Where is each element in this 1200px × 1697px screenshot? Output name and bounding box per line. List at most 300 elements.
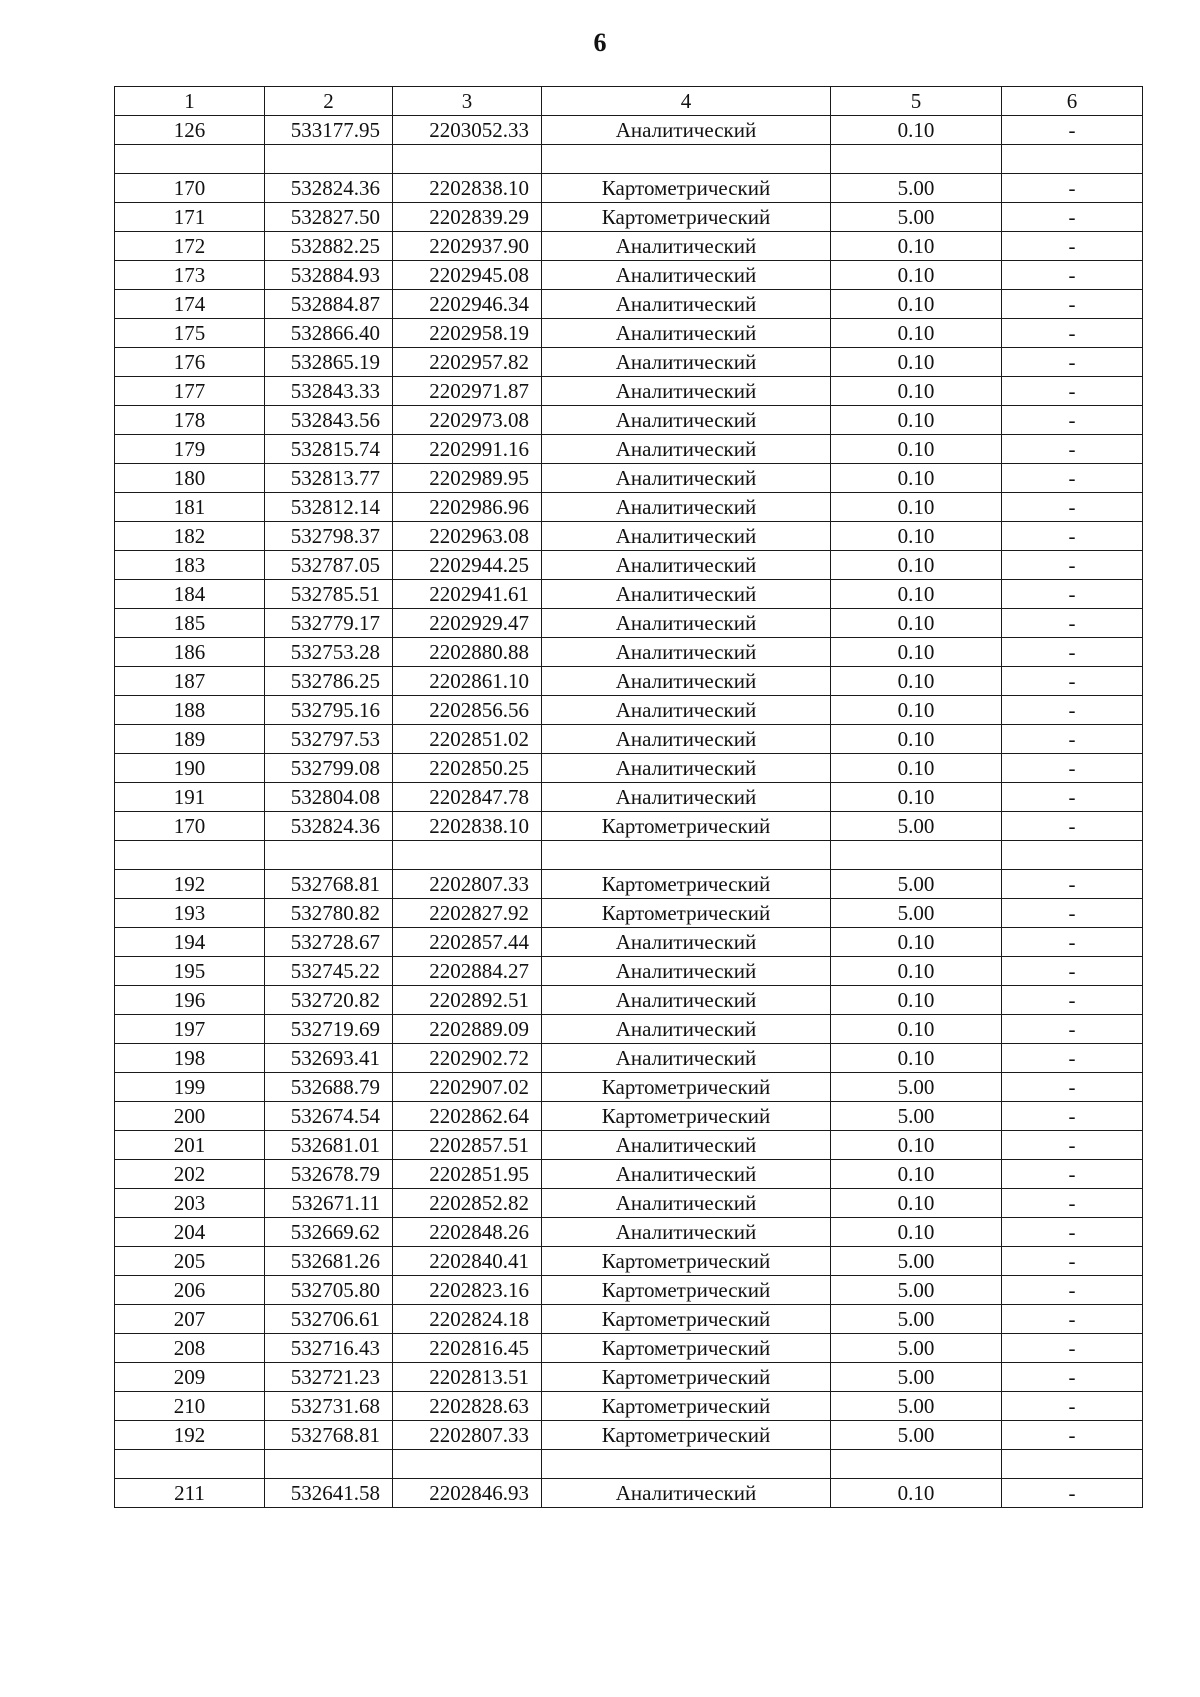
cell-description: - — [1002, 261, 1143, 290]
table-row — [115, 174, 1143, 203]
cell-coord-x: 532798.37 — [265, 522, 393, 551]
cell-accuracy: 5.00 — [831, 812, 1002, 841]
cell-point-number: 204 — [115, 1218, 265, 1247]
cell-method: Картометрический — [542, 1276, 831, 1305]
cell-coord-y — [393, 145, 542, 174]
cell-method: Картометрический — [542, 1247, 831, 1276]
cell-coord-y: 2202857.51 — [393, 1131, 542, 1160]
cell-method: Аналитический — [542, 1131, 831, 1160]
cell-point-number — [115, 841, 265, 870]
table-row — [115, 1160, 1143, 1189]
cell-point-number: 126 — [115, 116, 265, 145]
cell-point-number: 189 — [115, 725, 265, 754]
cell-accuracy: 5.00 — [831, 899, 1002, 928]
cell-point-number: 205 — [115, 1247, 265, 1276]
cell-coord-x: 532678.79 — [265, 1160, 393, 1189]
cell-method: Аналитический — [542, 754, 831, 783]
cell-point-number: 200 — [115, 1102, 265, 1131]
cell-accuracy: 0.10 — [831, 319, 1002, 348]
cell-description: - — [1002, 435, 1143, 464]
cell-coord-y: 2202823.16 — [393, 1276, 542, 1305]
table-row — [115, 1189, 1143, 1218]
cell-coord-x: 532884.93 — [265, 261, 393, 290]
cell-accuracy: 0.10 — [831, 986, 1002, 1015]
cell-accuracy: 5.00 — [831, 174, 1002, 203]
cell-accuracy: 0.10 — [831, 1218, 1002, 1247]
cell-method — [542, 145, 831, 174]
cell-coord-y: 2202929.47 — [393, 609, 542, 638]
cell-coord-y: 2202827.92 — [393, 899, 542, 928]
cell-method: Аналитический — [542, 551, 831, 580]
cell-description: - — [1002, 1044, 1143, 1073]
cell-description: - — [1002, 957, 1143, 986]
cell-coord-y: 2202857.44 — [393, 928, 542, 957]
cell-coord-x: 532768.81 — [265, 870, 393, 899]
cell-coord-y: 2202902.72 — [393, 1044, 542, 1073]
cell-coord-x: 532641.58 — [265, 1479, 393, 1508]
cell-description — [1002, 841, 1143, 870]
cell-coord-x: 532688.79 — [265, 1073, 393, 1102]
cell-coord-x: 532795.16 — [265, 696, 393, 725]
cell-method: Аналитический — [542, 696, 831, 725]
cell-accuracy: 5.00 — [831, 870, 1002, 899]
cell-accuracy: 5.00 — [831, 1247, 1002, 1276]
cell-description: - — [1002, 1392, 1143, 1421]
cell-method: Картометрический — [542, 1392, 831, 1421]
cell-accuracy: 0.10 — [831, 638, 1002, 667]
cell-coord-y: 2202963.08 — [393, 522, 542, 551]
cell-point-number — [115, 1450, 265, 1479]
cell-coord-y: 2202839.29 — [393, 203, 542, 232]
cell-description: - — [1002, 406, 1143, 435]
cell-point-number: 179 — [115, 435, 265, 464]
cell-point-number: 203 — [115, 1189, 265, 1218]
cell-coord-y: 2202816.45 — [393, 1334, 542, 1363]
cell-coord-y: 2202856.56 — [393, 696, 542, 725]
table-row — [115, 406, 1143, 435]
cell-method: Картометрический — [542, 1421, 831, 1450]
cell-method: Аналитический — [542, 1479, 831, 1508]
cell-point-number: 194 — [115, 928, 265, 957]
cell-method: Аналитический — [542, 464, 831, 493]
cell-coord-y: 2202847.78 — [393, 783, 542, 812]
cell-description: - — [1002, 609, 1143, 638]
cell-method: Картометрический — [542, 174, 831, 203]
cell-coord-y: 2202884.27 — [393, 957, 542, 986]
cell-description: - — [1002, 116, 1143, 145]
cell-method: Аналитический — [542, 580, 831, 609]
cell-point-number: 186 — [115, 638, 265, 667]
cell-point-number: 188 — [115, 696, 265, 725]
cell-accuracy: 0.10 — [831, 928, 1002, 957]
cell-coord-y: 2203052.33 — [393, 116, 542, 145]
cell-coord-x: 532716.43 — [265, 1334, 393, 1363]
cell-coord-x: 532669.62 — [265, 1218, 393, 1247]
cell-point-number: 183 — [115, 551, 265, 580]
cell-point-number: 195 — [115, 957, 265, 986]
cell-point-number: 182 — [115, 522, 265, 551]
cell-description: - — [1002, 377, 1143, 406]
cell-accuracy: 0.10 — [831, 464, 1002, 493]
cell-coord-y: 2202941.61 — [393, 580, 542, 609]
cell-accuracy: 5.00 — [831, 203, 1002, 232]
cell-coord-y: 2202937.90 — [393, 232, 542, 261]
cell-accuracy: 0.10 — [831, 551, 1002, 580]
table-row — [115, 725, 1143, 754]
cell-coord-x: 532797.53 — [265, 725, 393, 754]
cell-accuracy: 0.10 — [831, 406, 1002, 435]
cell-coord-y: 2202840.41 — [393, 1247, 542, 1276]
table-row — [115, 348, 1143, 377]
table-row — [115, 957, 1143, 986]
table-row — [115, 609, 1143, 638]
cell-coord-x: 532785.51 — [265, 580, 393, 609]
table-row — [115, 1247, 1143, 1276]
cell-method: Картометрический — [542, 870, 831, 899]
cell-point-number: 208 — [115, 1334, 265, 1363]
cell-method — [542, 1450, 831, 1479]
cell-method: Аналитический — [542, 435, 831, 464]
table-row — [115, 1363, 1143, 1392]
cell-coord-x: 532674.54 — [265, 1102, 393, 1131]
cell-point-number: 171 — [115, 203, 265, 232]
cell-coord-x: 532812.14 — [265, 493, 393, 522]
table-row — [115, 1421, 1143, 1450]
cell-point-number: 170 — [115, 174, 265, 203]
cell-method: Аналитический — [542, 1015, 831, 1044]
cell-method: Аналитический — [542, 725, 831, 754]
table-row — [115, 551, 1143, 580]
cell-point-number: 178 — [115, 406, 265, 435]
cell-description: - — [1002, 1276, 1143, 1305]
table-row — [115, 580, 1143, 609]
cell-method: Картометрический — [542, 1363, 831, 1392]
cell-description: - — [1002, 1218, 1143, 1247]
cell-coord-x: 532706.61 — [265, 1305, 393, 1334]
cell-coord-x: 532719.69 — [265, 1015, 393, 1044]
table-row — [115, 1276, 1143, 1305]
cell-method: Аналитический — [542, 1189, 831, 1218]
cell-coord-y: 2202971.87 — [393, 377, 542, 406]
cell-coord-x: 532824.36 — [265, 174, 393, 203]
table-body — [115, 116, 1143, 1508]
cell-coord-x: 532705.80 — [265, 1276, 393, 1305]
column-header-coord-y: 3 — [393, 87, 542, 116]
page-number: 6 — [593, 28, 607, 57]
cell-coord-x: 532779.17 — [265, 609, 393, 638]
table-row — [115, 377, 1143, 406]
cell-point-number: 210 — [115, 1392, 265, 1421]
cell-method: Картометрический — [542, 812, 831, 841]
cell-point-number: 173 — [115, 261, 265, 290]
cell-description: - — [1002, 1131, 1143, 1160]
coordinates-table — [114, 86, 1143, 1508]
table-row — [115, 841, 1143, 870]
cell-point-number: 185 — [115, 609, 265, 638]
cell-coord-x: 532843.33 — [265, 377, 393, 406]
cell-coord-x: 532882.25 — [265, 232, 393, 261]
cell-coord-x: 532768.81 — [265, 1421, 393, 1450]
cell-accuracy: 0.10 — [831, 1160, 1002, 1189]
cell-method: Аналитический — [542, 928, 831, 957]
cell-accuracy: 0.10 — [831, 290, 1002, 319]
table-row — [115, 290, 1143, 319]
cell-accuracy: 0.10 — [831, 783, 1002, 812]
cell-accuracy — [831, 841, 1002, 870]
cell-coord-x: 532681.26 — [265, 1247, 393, 1276]
cell-description: - — [1002, 1363, 1143, 1392]
table-row — [115, 522, 1143, 551]
cell-coord-y: 2202838.10 — [393, 812, 542, 841]
cell-method: Аналитический — [542, 493, 831, 522]
cell-method: Картометрический — [542, 203, 831, 232]
table-row — [115, 319, 1143, 348]
cell-accuracy: 0.10 — [831, 725, 1002, 754]
cell-method — [542, 841, 831, 870]
cell-description: - — [1002, 290, 1143, 319]
cell-point-number: 174 — [115, 290, 265, 319]
cell-coord-x — [265, 1450, 393, 1479]
cell-method: Аналитический — [542, 377, 831, 406]
cell-method: Аналитический — [542, 1160, 831, 1189]
table-row — [115, 1392, 1143, 1421]
cell-point-number: 190 — [115, 754, 265, 783]
cell-accuracy: 0.10 — [831, 348, 1002, 377]
table-row — [115, 754, 1143, 783]
cell-coord-y: 2202862.64 — [393, 1102, 542, 1131]
cell-accuracy: 0.10 — [831, 754, 1002, 783]
cell-description: - — [1002, 725, 1143, 754]
column-header-method: 4 — [542, 87, 831, 116]
cell-description: - — [1002, 986, 1143, 1015]
cell-coord-y: 2202813.51 — [393, 1363, 542, 1392]
table-row — [115, 1334, 1143, 1363]
cell-method: Аналитический — [542, 957, 831, 986]
cell-description: - — [1002, 667, 1143, 696]
header-row — [115, 87, 1143, 116]
table-row — [115, 638, 1143, 667]
cell-point-number: 176 — [115, 348, 265, 377]
cell-point-number: 207 — [115, 1305, 265, 1334]
cell-coord-y: 2202907.02 — [393, 1073, 542, 1102]
cell-point-number: 192 — [115, 1421, 265, 1450]
cell-point-number: 211 — [115, 1479, 265, 1508]
cell-coord-y: 2202958.19 — [393, 319, 542, 348]
table-row — [115, 1218, 1143, 1247]
cell-point-number: 193 — [115, 899, 265, 928]
cell-description: - — [1002, 1102, 1143, 1131]
cell-description: - — [1002, 1247, 1143, 1276]
cell-accuracy: 0.10 — [831, 261, 1002, 290]
cell-point-number: 170 — [115, 812, 265, 841]
cell-accuracy: 5.00 — [831, 1305, 1002, 1334]
cell-coord-x: 532799.08 — [265, 754, 393, 783]
table-row — [115, 203, 1143, 232]
cell-description: - — [1002, 551, 1143, 580]
cell-point-number: 198 — [115, 1044, 265, 1073]
cell-description: - — [1002, 232, 1143, 261]
cell-description: - — [1002, 899, 1143, 928]
cell-coord-x: 532815.74 — [265, 435, 393, 464]
cell-point-number — [115, 145, 265, 174]
table-row — [115, 493, 1143, 522]
cell-accuracy: 0.10 — [831, 580, 1002, 609]
cell-coord-y — [393, 1450, 542, 1479]
cell-accuracy: 0.10 — [831, 1189, 1002, 1218]
cell-coord-x: 532780.82 — [265, 899, 393, 928]
cell-method: Аналитический — [542, 783, 831, 812]
cell-method: Аналитический — [542, 406, 831, 435]
cell-coord-y: 2202892.51 — [393, 986, 542, 1015]
cell-coord-x: 532681.01 — [265, 1131, 393, 1160]
cell-description: - — [1002, 696, 1143, 725]
table-row — [115, 696, 1143, 725]
cell-coord-x: 532813.77 — [265, 464, 393, 493]
cell-accuracy: 0.10 — [831, 1044, 1002, 1073]
cell-coord-y: 2202850.25 — [393, 754, 542, 783]
cell-coord-x: 532693.41 — [265, 1044, 393, 1073]
cell-description: - — [1002, 783, 1143, 812]
cell-coord-y: 2202991.16 — [393, 435, 542, 464]
cell-coord-y: 2202889.09 — [393, 1015, 542, 1044]
cell-point-number: 199 — [115, 1073, 265, 1102]
column-header-description: 6 — [1002, 87, 1143, 116]
cell-accuracy: 5.00 — [831, 1392, 1002, 1421]
table-row — [115, 899, 1143, 928]
cell-coord-x: 533177.95 — [265, 116, 393, 145]
table-row — [115, 232, 1143, 261]
cell-accuracy: 0.10 — [831, 493, 1002, 522]
cell-description: - — [1002, 319, 1143, 348]
table-row — [115, 928, 1143, 957]
cell-coord-x: 532824.36 — [265, 812, 393, 841]
cell-method: Картометрический — [542, 1334, 831, 1363]
cell-coord-x: 532720.82 — [265, 986, 393, 1015]
cell-description: - — [1002, 1189, 1143, 1218]
cell-method: Аналитический — [542, 609, 831, 638]
cell-coord-y: 2202846.93 — [393, 1479, 542, 1508]
cell-description: - — [1002, 638, 1143, 667]
table-row — [115, 464, 1143, 493]
cell-coord-x: 532787.05 — [265, 551, 393, 580]
cell-description — [1002, 145, 1143, 174]
table-row — [115, 1131, 1143, 1160]
cell-point-number: 180 — [115, 464, 265, 493]
cell-coord-y — [393, 841, 542, 870]
cell-coord-y: 2202973.08 — [393, 406, 542, 435]
cell-point-number: 191 — [115, 783, 265, 812]
cell-coord-y: 2202946.34 — [393, 290, 542, 319]
cell-description: - — [1002, 870, 1143, 899]
table-row — [115, 435, 1143, 464]
cell-coord-y: 2202807.33 — [393, 870, 542, 899]
table-row — [115, 145, 1143, 174]
cell-coord-x: 532753.28 — [265, 638, 393, 667]
cell-coord-x: 532884.87 — [265, 290, 393, 319]
cell-description — [1002, 1450, 1143, 1479]
cell-point-number: 196 — [115, 986, 265, 1015]
cell-description: - — [1002, 754, 1143, 783]
cell-coord-y: 2202848.26 — [393, 1218, 542, 1247]
cell-coord-y: 2202861.10 — [393, 667, 542, 696]
cell-description: - — [1002, 1015, 1143, 1044]
cell-method: Картометрический — [542, 1073, 831, 1102]
cell-coord-x: 532865.19 — [265, 348, 393, 377]
cell-accuracy — [831, 1450, 1002, 1479]
cell-coord-y: 2202957.82 — [393, 348, 542, 377]
cell-coord-y: 2202807.33 — [393, 1421, 542, 1450]
cell-coord-y: 2202828.63 — [393, 1392, 542, 1421]
column-header-coord-x: 2 — [265, 87, 393, 116]
cell-accuracy: 5.00 — [831, 1276, 1002, 1305]
table-row — [115, 1073, 1143, 1102]
cell-coord-y: 2202852.82 — [393, 1189, 542, 1218]
cell-coord-x: 532786.25 — [265, 667, 393, 696]
cell-coord-y: 2202945.08 — [393, 261, 542, 290]
cell-coord-x — [265, 841, 393, 870]
table-row — [115, 1044, 1143, 1073]
cell-coord-y: 2202986.96 — [393, 493, 542, 522]
cell-coord-x: 532731.68 — [265, 1392, 393, 1421]
cell-point-number: 172 — [115, 232, 265, 261]
cell-description: - — [1002, 1160, 1143, 1189]
cell-accuracy: 5.00 — [831, 1102, 1002, 1131]
table-row — [115, 1015, 1143, 1044]
table-row — [115, 1479, 1143, 1508]
cell-description: - — [1002, 1421, 1143, 1450]
table-row — [115, 1102, 1143, 1131]
cell-coord-y: 2202944.25 — [393, 551, 542, 580]
cell-method: Аналитический — [542, 638, 831, 667]
cell-method: Аналитический — [542, 522, 831, 551]
cell-description: - — [1002, 522, 1143, 551]
cell-accuracy: 0.10 — [831, 1479, 1002, 1508]
cell-coord-x: 532728.67 — [265, 928, 393, 957]
cell-accuracy: 0.10 — [831, 377, 1002, 406]
cell-description: - — [1002, 1334, 1143, 1363]
cell-point-number: 177 — [115, 377, 265, 406]
cell-accuracy: 5.00 — [831, 1421, 1002, 1450]
cell-point-number: 175 — [115, 319, 265, 348]
cell-point-number: 181 — [115, 493, 265, 522]
cell-method: Аналитический — [542, 1044, 831, 1073]
cell-description: - — [1002, 1479, 1143, 1508]
cell-accuracy: 0.10 — [831, 522, 1002, 551]
cell-coord-x: 532721.23 — [265, 1363, 393, 1392]
cell-coord-x — [265, 145, 393, 174]
cell-coord-x: 532827.50 — [265, 203, 393, 232]
cell-description: - — [1002, 348, 1143, 377]
table-header — [115, 87, 1143, 116]
cell-method: Аналитический — [542, 1218, 831, 1247]
cell-point-number: 209 — [115, 1363, 265, 1392]
cell-coord-y: 2202851.95 — [393, 1160, 542, 1189]
cell-accuracy: 0.10 — [831, 116, 1002, 145]
cell-accuracy: 0.10 — [831, 232, 1002, 261]
cell-accuracy: 0.10 — [831, 1131, 1002, 1160]
cell-accuracy: 0.10 — [831, 696, 1002, 725]
cell-description: - — [1002, 203, 1143, 232]
cell-method: Аналитический — [542, 232, 831, 261]
cell-point-number: 192 — [115, 870, 265, 899]
cell-coord-y: 2202851.02 — [393, 725, 542, 754]
cell-method: Аналитический — [542, 290, 831, 319]
cell-accuracy — [831, 145, 1002, 174]
column-header-point-number: 1 — [115, 87, 265, 116]
cell-accuracy: 0.10 — [831, 435, 1002, 464]
cell-accuracy: 0.10 — [831, 1015, 1002, 1044]
cell-accuracy: 0.10 — [831, 609, 1002, 638]
